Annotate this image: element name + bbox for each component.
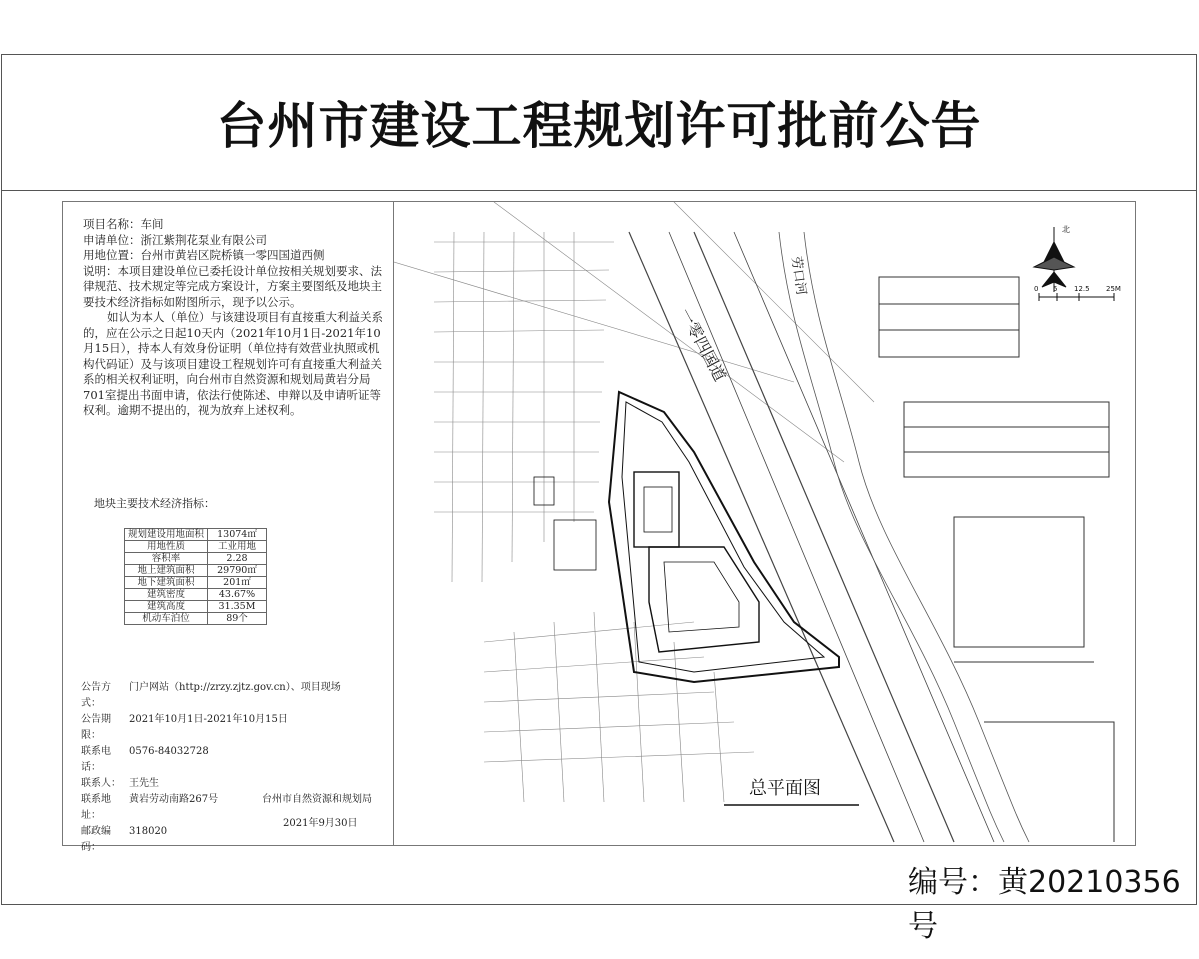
location: 台州市黄岩区院桥镇一零四国道西侧	[140, 248, 325, 262]
plan-title: 总平面图	[749, 778, 821, 799]
address-label: 联系地址：	[81, 794, 111, 821]
indicator-key: 地上建筑面积	[125, 565, 208, 577]
applicant: 浙江紫荆花泵业有限公司	[140, 232, 267, 247]
zip: 318020	[129, 826, 168, 837]
person-label: 联系人：	[81, 778, 121, 789]
indicator-row	[125, 601, 267, 613]
indicator-row	[125, 529, 267, 541]
indicator-value: 29790㎡	[208, 565, 267, 577]
zip-label: 邮政编码：	[81, 826, 111, 853]
indicator-row	[125, 589, 267, 601]
indicator-row	[125, 613, 267, 625]
address: 黄岩劳动南路267号	[129, 794, 219, 805]
indicator-value: 201㎡	[208, 577, 267, 589]
north-label: 北	[1062, 225, 1070, 234]
indicator-key: 机动车泊位	[125, 613, 208, 625]
scale-12-5: 12.5	[1074, 285, 1090, 293]
description: 本项目建设单位已委托设计单位按相关规划要求、法律规范、技术规定等完成方案设计，方案主要图纸及地块主要技术经济指标如附图所示，现予以公示。	[83, 263, 382, 309]
method: 门户网站（http://zrzy.zjtz.gov.cn）、项目现场	[129, 682, 341, 693]
indicators-table	[124, 528, 267, 625]
project-name: 车间	[140, 217, 164, 231]
indicator-row	[125, 541, 267, 553]
person: 王先生	[129, 778, 159, 789]
applicant-label: 申请单位：	[83, 232, 141, 247]
objection-notice: 如认为本人（单位）与该建设项目有直接重大利益关系的，应在公示之日起10天内（2021年10月1日-2021年10月15日），持本人有效身份证明（单位持有效营业执照或机构代码证）及与该项目建设工程规划许可有直接重大利益关系的相关权利证明，向台州市自然资源和规划局黄岩分局701室提出书面申请，依法行使陈述、申辩以及申请听证等权利。逾期不提出的，视为放弃上述权利。	[83, 310, 383, 417]
indicators-title: 地块主要技术经济指标：	[94, 497, 215, 510]
page-title: 台州市建设工程规划许可批前公告	[216, 97, 982, 155]
project-info	[83, 217, 383, 419]
indicator-value: 43.67%	[208, 589, 267, 601]
indicator-value: 13074㎡	[208, 529, 267, 541]
indicator-row	[125, 565, 267, 577]
issuing-org: 台州市自然资源和规划局	[262, 794, 372, 805]
indicator-key: 建筑密度	[125, 589, 208, 601]
document-code: 编号：黄20210356号	[908, 865, 1181, 944]
indicator-key: 规划建设用地面积	[125, 529, 208, 541]
indicator-key: 建筑高度	[125, 601, 208, 613]
indicator-value: 89个	[208, 613, 267, 625]
phone: 0576-84032728	[129, 746, 209, 757]
period-label: 公告期限：	[81, 714, 111, 741]
scale-bar	[1039, 293, 1114, 301]
scale-0: 0	[1034, 285, 1039, 293]
issue-date: 2021年9月30日	[283, 818, 358, 829]
project-name-label: 项目名称：	[83, 217, 141, 231]
indicator-key: 容积率	[125, 553, 208, 565]
road-label: 一零四国道	[675, 304, 730, 385]
phone-label: 联系电话：	[81, 746, 111, 773]
method-label: 公告方式：	[81, 682, 111, 709]
site-plan-drawing	[394, 202, 1135, 845]
scale-5: 5	[1053, 285, 1058, 293]
indicator-value: 31.35M	[208, 601, 267, 613]
desc-label: 说明：	[83, 263, 118, 278]
period: 2021年10月1日-2021年10月15日	[129, 714, 288, 725]
indicator-value: 2.28	[208, 553, 267, 565]
title-row	[1, 54, 1197, 191]
contact-info	[81, 680, 381, 856]
indicator-key: 地下建筑面积	[125, 577, 208, 589]
location-label: 用地位置：	[83, 248, 141, 262]
scale-25: 25M	[1106, 285, 1121, 293]
indicator-value: 工业用地	[208, 541, 267, 553]
river-label: 劳口河	[788, 255, 809, 297]
indicator-row	[125, 553, 267, 565]
indicator-key: 用地性质	[125, 541, 208, 553]
indicator-row	[125, 577, 267, 589]
north-arrow-icon	[1034, 227, 1074, 292]
